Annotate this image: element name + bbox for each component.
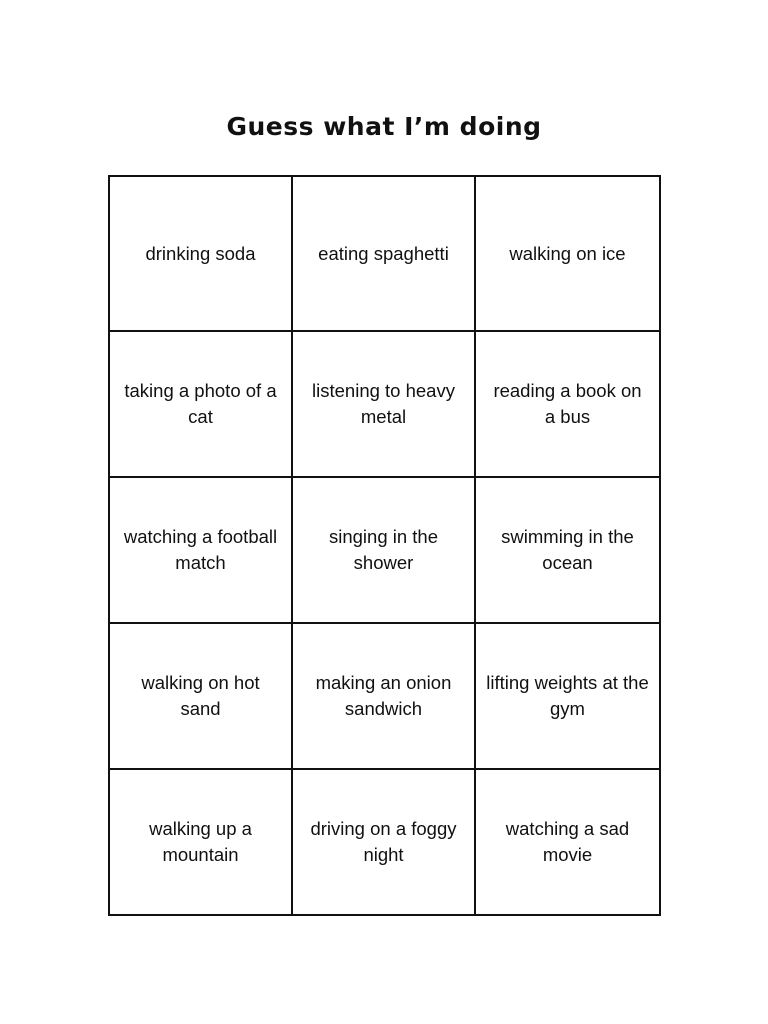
activity-card-label: listening to heavy metal: [312, 380, 455, 427]
page-title: Guess what I’m doing: [226, 112, 542, 141]
activity-card-label: singing in the shower: [328, 526, 439, 573]
activity-card: [476, 332, 659, 478]
activity-card-label: watching a sad movie: [505, 818, 630, 865]
activity-card-grid: [108, 175, 661, 916]
activity-card: [110, 624, 293, 770]
activity-card-label: watching a football match: [123, 526, 278, 573]
activity-card-label: walking on hot sand: [141, 672, 260, 719]
activity-card-label: walking up a mountain: [149, 818, 252, 865]
activity-card: [293, 332, 476, 478]
activity-card: [110, 332, 293, 478]
activity-card: [110, 177, 293, 332]
activity-card: [110, 770, 293, 914]
activity-card: [293, 770, 476, 914]
activity-card: [476, 770, 659, 914]
activity-card: [476, 177, 659, 332]
activity-card-label: making an onion sandwich: [315, 672, 452, 719]
activity-card: [476, 478, 659, 624]
activity-card: [110, 478, 293, 624]
activity-card: [293, 624, 476, 770]
activity-card: [293, 177, 476, 332]
activity-card-label: eating spaghetti: [318, 242, 449, 264]
activity-card: [476, 624, 659, 770]
activity-card-label: driving on a foggy night: [310, 818, 457, 865]
activity-card-label: lifting weights at the gym: [486, 672, 649, 719]
activity-card-label: taking a photo of a cat: [124, 380, 277, 427]
activity-card-label: drinking soda: [145, 242, 256, 264]
activity-card-label: swimming in the ocean: [501, 526, 634, 573]
activity-card: [293, 478, 476, 624]
activity-card-label: walking on ice: [509, 242, 626, 264]
activity-card-label: reading a book on a bus: [493, 380, 642, 427]
